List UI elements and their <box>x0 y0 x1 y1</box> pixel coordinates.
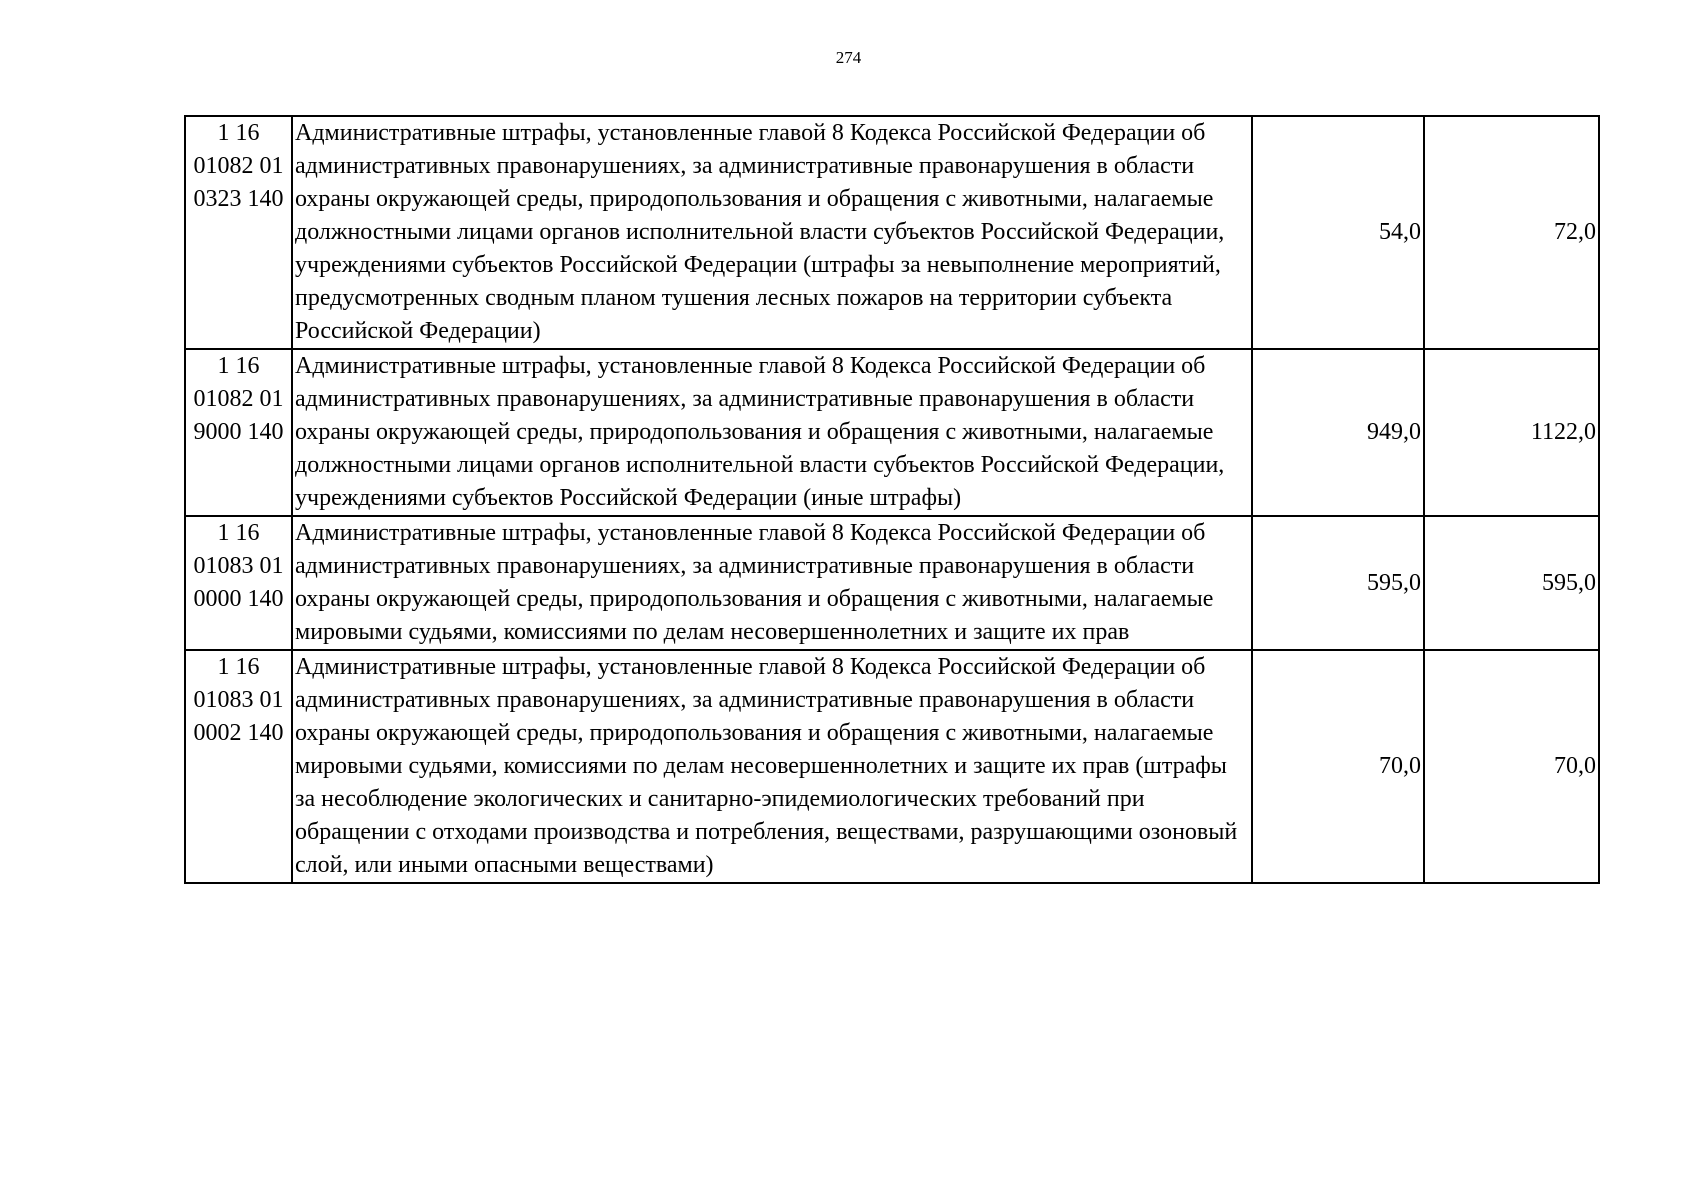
value-cell-1: 595,0 <box>1252 516 1424 650</box>
value-cell-2: 595,0 <box>1424 516 1599 650</box>
page-number: 274 <box>835 48 862 67</box>
code-line: 01082 01 <box>193 153 284 179</box>
description-cell: Административные штрафы, установленные главой 8 Кодекса Российской Федерации об административных правонарушениях, за административные правонарушения в области охраны окружающей среды, природопользования и обращения с животными, налагаемые должностными лицами органов исполнительной власти субъектов Российской Федерации, учреждениями субъектов Российской Федерации (штрафы за невыполнение мероприятий, предусмотренных сводным планом тушения лесных пожаров на территории субъекта Российской Федерации) <box>292 116 1252 349</box>
value-cell-1: 70,0 <box>1252 650 1424 883</box>
table-row <box>185 516 1599 650</box>
budget-revenue-table <box>184 115 1600 884</box>
value-cell-1: 54,0 <box>1252 116 1424 349</box>
value-cell-1: 949,0 <box>1252 349 1424 516</box>
code-line: 1 16 <box>217 353 260 379</box>
code-line: 9000 140 <box>193 419 284 445</box>
classification-code-cell <box>185 116 292 349</box>
value-cell-2: 72,0 <box>1424 116 1599 349</box>
table-row <box>185 349 1599 516</box>
code-line: 1 16 <box>217 654 260 680</box>
classification-code-cell <box>185 349 292 516</box>
value-cell-2: 70,0 <box>1424 650 1599 883</box>
description-cell: Административные штрафы, установленные главой 8 Кодекса Российской Федерации об административных правонарушениях, за административные правонарушения в области охраны окружающей среды, природопользования и обращения с животными, налагаемые мировыми судьями, комиссиями по делам несовершеннолетних и защите их прав <box>292 516 1252 650</box>
code-line: 0323 140 <box>193 186 284 212</box>
description-cell: Административные штрафы, установленные главой 8 Кодекса Российской Федерации об административных правонарушениях, за административные правонарушения в области охраны окружающей среды, природопользования и обращения с животными, налагаемые должностными лицами органов исполнительной власти субъектов Российской Федерации, учреждениями субъектов Российской Федерации (иные штрафы) <box>292 349 1252 516</box>
value-cell-2: 1122,0 <box>1424 349 1599 516</box>
code-line: 01083 01 <box>193 687 284 713</box>
table-row <box>185 116 1599 349</box>
code-line: 01082 01 <box>193 386 284 412</box>
code-line: 1 16 <box>217 120 260 146</box>
table-row <box>185 650 1599 883</box>
description-cell: Административные штрафы, установленные главой 8 Кодекса Российской Федерации об административных правонарушениях, за административные правонарушения в области охраны окружающей среды, природопользования и обращения с животными, налагаемые мировыми судьями, комиссиями по делам несовершеннолетних и защите их прав (штрафы за несоблюдение экологических и санитарно-эпидемиологических требований при обращении с отходами производства и потребления, веществами, разрушающими озоновый слой, или иными опасными веществами) <box>292 650 1252 883</box>
classification-code-cell <box>185 516 292 650</box>
classification-code-cell <box>185 650 292 883</box>
code-line: 0002 140 <box>193 720 284 746</box>
code-line: 1 16 <box>217 520 260 546</box>
code-line: 0000 140 <box>193 586 284 612</box>
code-line: 01083 01 <box>193 553 284 579</box>
